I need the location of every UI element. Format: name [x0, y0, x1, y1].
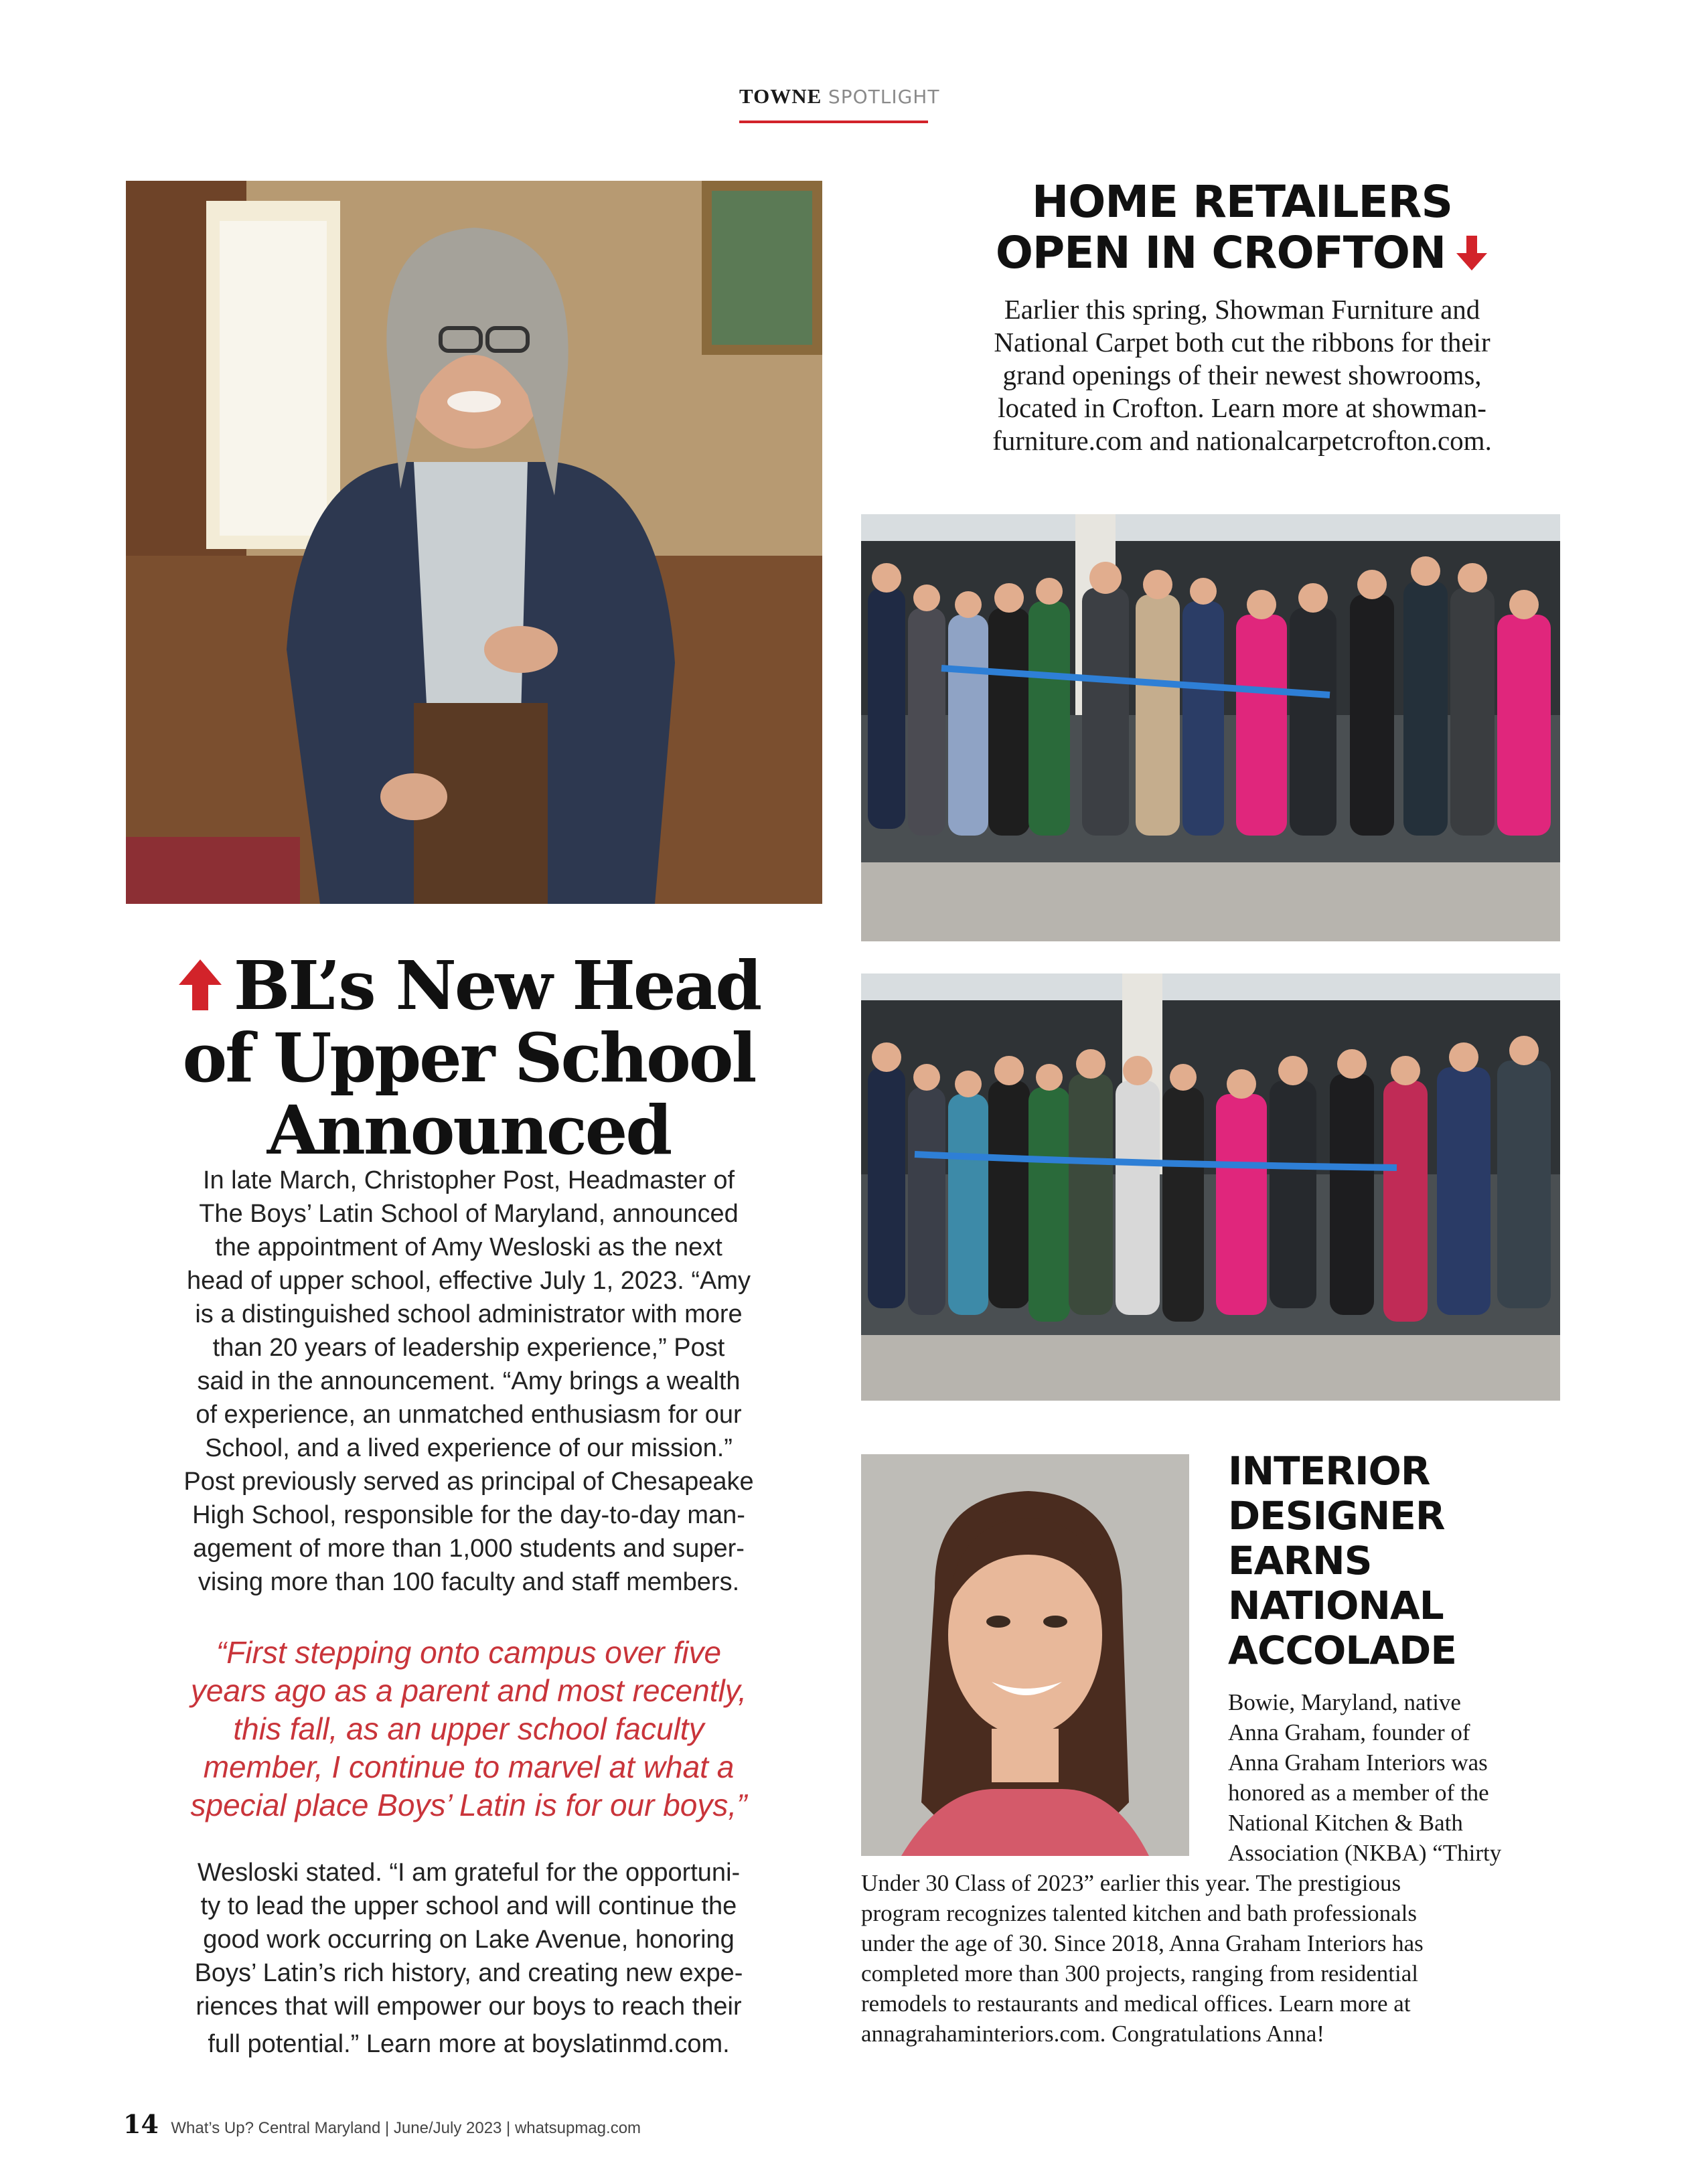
- body-line: Association (NKBA) “Thirty: [1228, 1840, 1502, 1866]
- bl-headline: [147, 946, 790, 1170]
- bl-headline-line-1: BL’s New Head: [147, 949, 790, 1022]
- body-line: furniture.com and nationalcarpetcrofton.com.: [992, 425, 1492, 456]
- section-label: SPOTLIGHT: [828, 86, 940, 108]
- body-line: Wesloski stated. “I am grateful for the opportuni-: [197, 1859, 741, 1887]
- body-line: completed more than 300 projects, ranging from residential: [861, 1960, 1418, 1986]
- body-line: School, and a lived experience of our mission.”: [205, 1434, 733, 1462]
- headline-line: DESIGNER: [1228, 1493, 1445, 1539]
- body-line: Under 30 Class of 2023” earlier this year. The prestigious: [861, 1870, 1401, 1896]
- body-line: said in the announcement. “Amy brings a wealth: [197, 1367, 741, 1395]
- body-line: located in Crofton. Learn more at showman-: [998, 392, 1486, 423]
- body-line: program recognizes talented kitchen and bath professionals: [861, 1900, 1417, 1926]
- body-line: National Carpet both cut the ribbons for their: [994, 327, 1490, 358]
- section-brand: TOWNE: [739, 84, 822, 108]
- interior-designer-body-full: [861, 1868, 1624, 2049]
- page-footer: [123, 2109, 641, 2139]
- body-line: under the age of 30. Since 2018, Anna Graham Interiors has: [861, 1930, 1424, 1956]
- headline-line: EARNS: [1228, 1538, 1372, 1583]
- quote-line: special place Boys’ Latin is for our boys,”: [190, 1788, 747, 1822]
- body-line: Anna Graham Interiors was: [1228, 1749, 1488, 1776]
- body-line: National Kitchen & Bath: [1228, 1810, 1463, 1836]
- photo-ribbon-cutting-national-carpet: [861, 973, 1560, 1401]
- body-line: Earlier this spring, Showman Furniture and: [1004, 294, 1480, 325]
- body-line: Bowie, Maryland, native: [1228, 1689, 1461, 1715]
- body-line: riences that will empower our boys to reach their: [196, 1993, 742, 2021]
- bl-body: [134, 1164, 804, 1599]
- body-line: agement of more than 1,000 students and super-: [193, 1535, 745, 1563]
- bl-pull-quote: [134, 1634, 804, 1824]
- body-line: ty to lead the upper school and will continue the: [200, 1892, 737, 1920]
- interior-designer-headline: [1228, 1449, 1603, 1673]
- body-line: is a distinguished school administrator with more: [195, 1300, 743, 1328]
- body-line: the appointment of Amy Wesloski as the next: [215, 1233, 722, 1261]
- home-headline-line-2: OPEN IN CROFTON: [864, 228, 1620, 279]
- body-line: The Boys’ Latin School of Maryland, announced: [199, 1200, 739, 1228]
- photo-ribbon-cutting-showman: [861, 514, 1560, 941]
- body-line: grand openings of their newest showrooms,: [1002, 360, 1482, 390]
- quote-line: member, I continue to marvel at what a: [203, 1749, 735, 1784]
- body-line: Boys’ Latin’s rich history, and creating new expe-: [194, 1959, 743, 1987]
- footer-text: What’s Up? Central Maryland | June/July 2023 | whatsupmag.com: [171, 2119, 641, 2137]
- body-line: of experience, an unmatched enthusiasm for our: [196, 1401, 742, 1429]
- arrow-down-icon: [1455, 234, 1488, 272]
- bl-headline-line-2: of Upper School: [182, 1018, 755, 1097]
- headline-line: ACCOLADE: [1228, 1628, 1456, 1673]
- headline-line: INTERIOR: [1228, 1448, 1430, 1494]
- home-headline-line-1: HOME RETAILERS: [1031, 176, 1453, 228]
- photo-anna-graham: [861, 1454, 1189, 1856]
- home-retailers-headline: [864, 177, 1620, 279]
- quote-line: years ago as a parent and most recently,: [190, 1673, 747, 1708]
- body-line: In late March, Christopher Post, Headmaster of: [202, 1166, 735, 1194]
- quote-line: this fall, as an upper school faculty: [233, 1711, 704, 1746]
- bl-headline-line-3: Announced: [266, 1091, 671, 1170]
- bl-closing: [134, 1856, 804, 2061]
- body-line: Anna Graham, founder of: [1228, 1719, 1470, 1745]
- body-line: full potential.” Learn more at boyslatinmd.com.: [208, 2030, 730, 2058]
- home-retailers-body: [864, 293, 1620, 457]
- body-line: than 20 years of leadership experience,” Post: [212, 1334, 725, 1362]
- photo-amy-wesloski: [126, 181, 822, 904]
- body-line: High School, responsible for the day-to-day man-: [192, 1501, 745, 1529]
- quote-line: “First stepping onto campus over five: [216, 1635, 722, 1670]
- body-line: vising more than 100 faculty and staff members.: [198, 1568, 740, 1596]
- body-line: annagrahaminteriors.com. Congratulations Anna!: [861, 2021, 1325, 2047]
- headline-line: NATIONAL: [1228, 1583, 1444, 1628]
- body-line: honored as a member of the: [1228, 1780, 1489, 1806]
- body-line: Post previously served as principal of Chesapeake: [183, 1468, 754, 1496]
- arrow-up-icon: [177, 958, 223, 1012]
- interior-designer-body-side: [1228, 1687, 1576, 1868]
- section-header: [739, 84, 940, 108]
- body-line: good work occurring on Lake Avenue, honoring: [203, 1926, 735, 1954]
- body-line: head of upper school, effective July 1, 2023. “Amy: [186, 1267, 751, 1295]
- header-rule: [739, 121, 928, 123]
- page-number: 14: [123, 2109, 159, 2139]
- body-line: remodels to restaurants and medical offices. Learn more at: [861, 1991, 1411, 2017]
